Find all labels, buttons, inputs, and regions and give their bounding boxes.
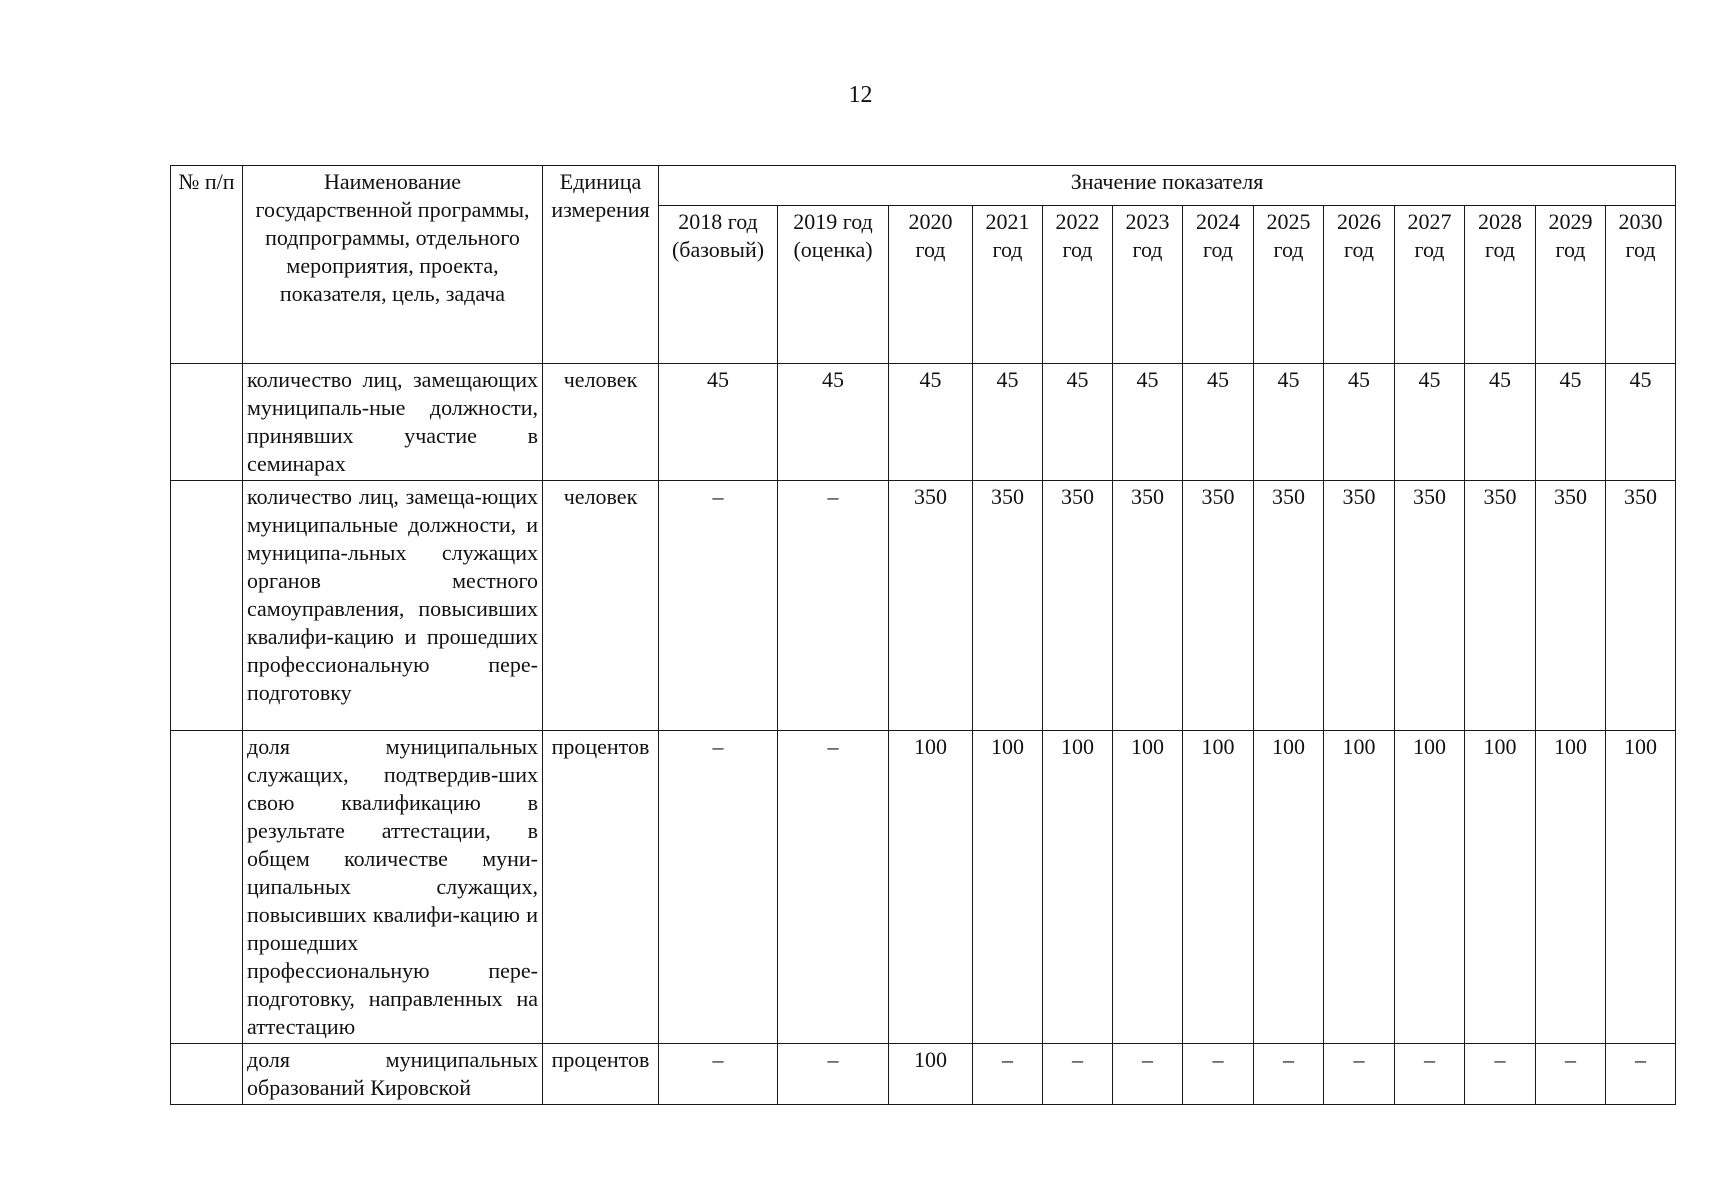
value-cell: 350 — [973, 481, 1043, 731]
value-cell: 100 — [889, 1044, 973, 1105]
header-year-2018: 2018 год (базовый) — [659, 206, 778, 364]
value-cell: 350 — [1395, 481, 1465, 731]
value-cell: 45 — [778, 364, 889, 481]
header-year-2019: 2019 год (оценка) — [778, 206, 889, 364]
row-num — [171, 364, 243, 481]
value-cell: – — [1395, 1044, 1465, 1105]
value-cell: 350 — [1113, 481, 1183, 731]
value-cell: 350 — [1043, 481, 1113, 731]
table-header — [171, 166, 1676, 364]
row-name: доля муниципальных служащих, подтвердив-ших свою квалификацию в результате аттестации, в общем количестве муни-ципальных служащих, повысивших квалифи-кацию и прошедших профессиональную пере-подготовку, направленных на аттестацию — [243, 731, 543, 1044]
value-cell: 100 — [1043, 731, 1113, 1044]
row-num — [171, 1044, 243, 1105]
header-year-2028: 2028 год — [1465, 206, 1536, 364]
header-year-2030: 2030 год — [1606, 206, 1676, 364]
value-cell: 350 — [1183, 481, 1254, 731]
row-unit: процентов — [543, 731, 659, 1044]
value-cell: 350 — [1606, 481, 1676, 731]
row-unit: человек — [543, 364, 659, 481]
value-cell: – — [659, 731, 778, 1044]
value-cell: 45 — [889, 364, 973, 481]
header-year-2029: 2029 год — [1536, 206, 1606, 364]
row-unit: процентов — [543, 1044, 659, 1105]
value-cell: – — [778, 731, 889, 1044]
value-cell: – — [659, 1044, 778, 1105]
header-year-2021: 2021 год — [973, 206, 1043, 364]
value-cell: 100 — [1465, 731, 1536, 1044]
value-cell: – — [1183, 1044, 1254, 1105]
row-name: количество лиц, замещающих муниципаль-ные должности, принявших участие в семинарах — [243, 364, 543, 481]
value-cell: 45 — [659, 364, 778, 481]
header-value: Значение показателя — [659, 166, 1676, 206]
value-cell: – — [1536, 1044, 1606, 1105]
value-cell: 100 — [889, 731, 973, 1044]
table-row — [171, 1044, 1676, 1105]
value-cell: – — [778, 1044, 889, 1105]
value-cell: 100 — [1324, 731, 1395, 1044]
row-num — [171, 731, 243, 1044]
header-year-2020: 2020 год — [889, 206, 973, 364]
header-year-2025: 2025 год — [1254, 206, 1324, 364]
value-cell: – — [1465, 1044, 1536, 1105]
value-cell: 350 — [1324, 481, 1395, 731]
value-cell: 350 — [1465, 481, 1536, 731]
page-number: 12 — [848, 82, 873, 108]
value-cell: – — [1113, 1044, 1183, 1105]
value-cell: 350 — [1254, 481, 1324, 731]
value-cell: 45 — [1606, 364, 1676, 481]
value-cell: 100 — [1395, 731, 1465, 1044]
value-cell: 45 — [1324, 364, 1395, 481]
header-num: № п/п — [171, 166, 243, 364]
header-unit: Единица измерения — [543, 166, 659, 364]
value-cell: 45 — [1113, 364, 1183, 481]
row-name: доля муниципальных образований Кировской — [243, 1044, 543, 1105]
table-row — [171, 364, 1676, 481]
header-year-2026: 2026 год — [1324, 206, 1395, 364]
value-cell: 45 — [1043, 364, 1113, 481]
row-name: количество лиц, замеща-ющих муниципальные должности, и муниципа-льных служащих органов местного самоуправления, повысивших квалифи-кацию и прошедших профессиональную пере-подготовку — [243, 481, 543, 731]
value-cell: – — [1254, 1044, 1324, 1105]
value-cell: 45 — [1395, 364, 1465, 481]
value-cell: 45 — [1536, 364, 1606, 481]
header-year-2023: 2023 год — [1113, 206, 1183, 364]
value-cell: – — [1606, 1044, 1676, 1105]
value-cell: 45 — [1183, 364, 1254, 481]
header-name: Наименование государственной программы, подпрограммы, отдельного мероприятия, проекта, показателя, цель, задача — [243, 166, 543, 364]
value-cell: 100 — [1113, 731, 1183, 1044]
value-cell: – — [1324, 1044, 1395, 1105]
value-cell: 100 — [973, 731, 1043, 1044]
value-cell: – — [973, 1044, 1043, 1105]
value-cell: 45 — [1254, 364, 1324, 481]
header-year-2027: 2027 год — [1395, 206, 1465, 364]
header-year-2024: 2024 год — [1183, 206, 1254, 364]
indicators-table — [170, 165, 1676, 1105]
row-unit: человек — [543, 481, 659, 731]
value-cell: 45 — [973, 364, 1043, 481]
value-cell: 100 — [1183, 731, 1254, 1044]
value-cell: 100 — [1536, 731, 1606, 1044]
header-year-2022: 2022 год — [1043, 206, 1113, 364]
value-cell: – — [778, 481, 889, 731]
table-body — [171, 364, 1676, 1105]
value-cell: 45 — [1465, 364, 1536, 481]
row-num — [171, 481, 243, 731]
value-cell: 350 — [889, 481, 973, 731]
table-row — [171, 481, 1676, 731]
value-cell: – — [659, 481, 778, 731]
value-cell: 350 — [1536, 481, 1606, 731]
value-cell: 100 — [1254, 731, 1324, 1044]
value-cell: – — [1043, 1044, 1113, 1105]
table-row — [171, 731, 1676, 1044]
value-cell: 100 — [1606, 731, 1676, 1044]
